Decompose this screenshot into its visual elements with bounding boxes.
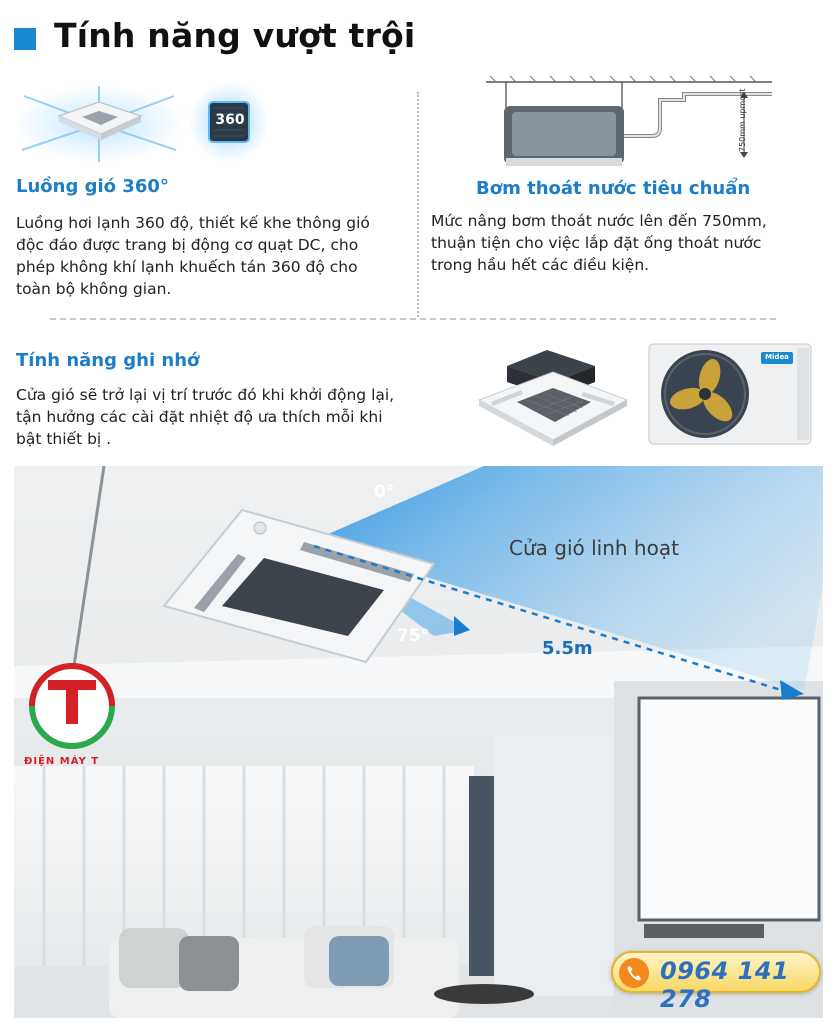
horizontal-divider [50,318,776,320]
airflow-heading: Luồng gió 360° [16,176,169,197]
drain-pump-diagram [484,74,774,174]
pump-heading: Bơm thoát nước tiêu chuẩn [476,178,751,199]
room-scene [14,466,823,1018]
memory-line-1: Cửa gió sẽ trở lại vị trí trước đó khi khởi động lại, [16,386,395,404]
cassette-indoor-unit-image [477,344,629,450]
airflow-description [16,212,411,300]
pump-dimension-label: 750mm upmost [738,88,747,152]
cassette-360-illustration [14,84,184,164]
airflow-line-4: toàn bộ không gian. [16,280,172,298]
pump-line-3: trong hầu hết các điều kiện. [431,256,650,274]
hotline-badge[interactable] [611,951,821,1013]
pump-description [431,210,831,276]
badge-360-icon [188,82,270,162]
memory-line-3: bật thiết bị . [16,430,112,448]
distance-label: 5.5m [542,638,593,659]
title-square-icon [14,28,36,50]
louver-label: Cửa gió linh hoạt [509,536,679,560]
pump-line-1: Mức nâng bơm thoát nước lên đến 750mm, [431,212,767,230]
outdoor-unit-image [647,342,815,446]
airflow-line-2: độc đáo được trang bị động cơ quạt DC, cho [16,236,359,254]
airflow-line-3: phép không khí lạnh khuếch tán 360 độ cho [16,258,358,276]
airflow-line-1: Luồng hơi lạnh 360 độ, thiết kế khe thông gió [16,214,370,232]
page-title: Tính năng vượt trội [54,16,416,55]
brand-name: ĐIỆN MÁY T [24,756,100,767]
memory-description [16,384,486,450]
memory-line-2: tận hưởng các cài đặt nhiệt độ ưa thích mỗi khi [16,408,383,426]
vertical-divider [417,92,419,317]
phone-icon [619,958,649,988]
pump-line-2: thuận tiện cho việc lắp đặt ống thoát nước [431,234,762,252]
angle-top-label: 0° [374,482,395,502]
memory-heading: Tính năng ghi nhớ [16,350,200,371]
outdoor-brand-label: Midea [765,353,789,361]
hotline-number[interactable]: 0964 141 278 [660,957,790,1013]
badge-360-label: 360 [215,112,245,128]
angle-bottom-label: 75° [397,626,430,646]
